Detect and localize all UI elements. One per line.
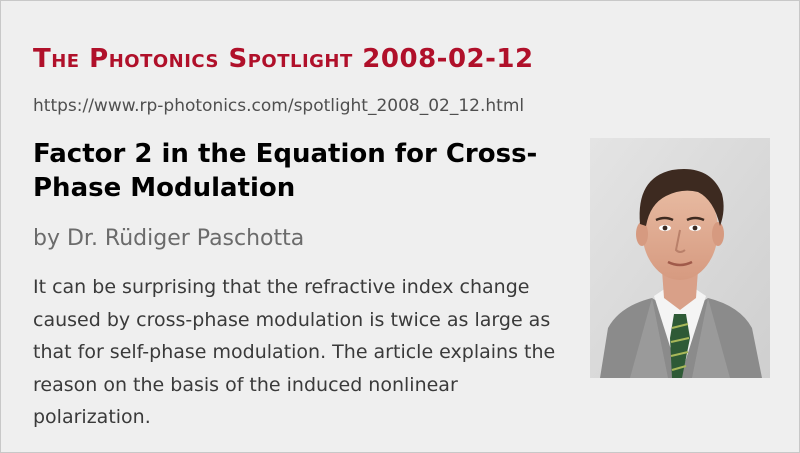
author-photo xyxy=(590,138,770,378)
article-description: It can be surprising that the refractive index change caused by cross-phase modulation is twice as large as that for self-phase modulation. The article explains the reason on the basis of the induced nonlinear polarization. xyxy=(33,276,556,428)
author-portrait-image xyxy=(590,138,770,378)
author-byline: by Dr. Rüdiger Paschotta xyxy=(33,226,305,251)
spotlight-heading: The Photonics Spotlight 2008-02-12 xyxy=(33,44,534,74)
article-title: Factor 2 in the Equation for Cross-Phase Modulation xyxy=(33,139,538,203)
article-url[interactable]: https://www.rp-photonics.com/spotlight_2008_02_12.html xyxy=(33,96,525,116)
